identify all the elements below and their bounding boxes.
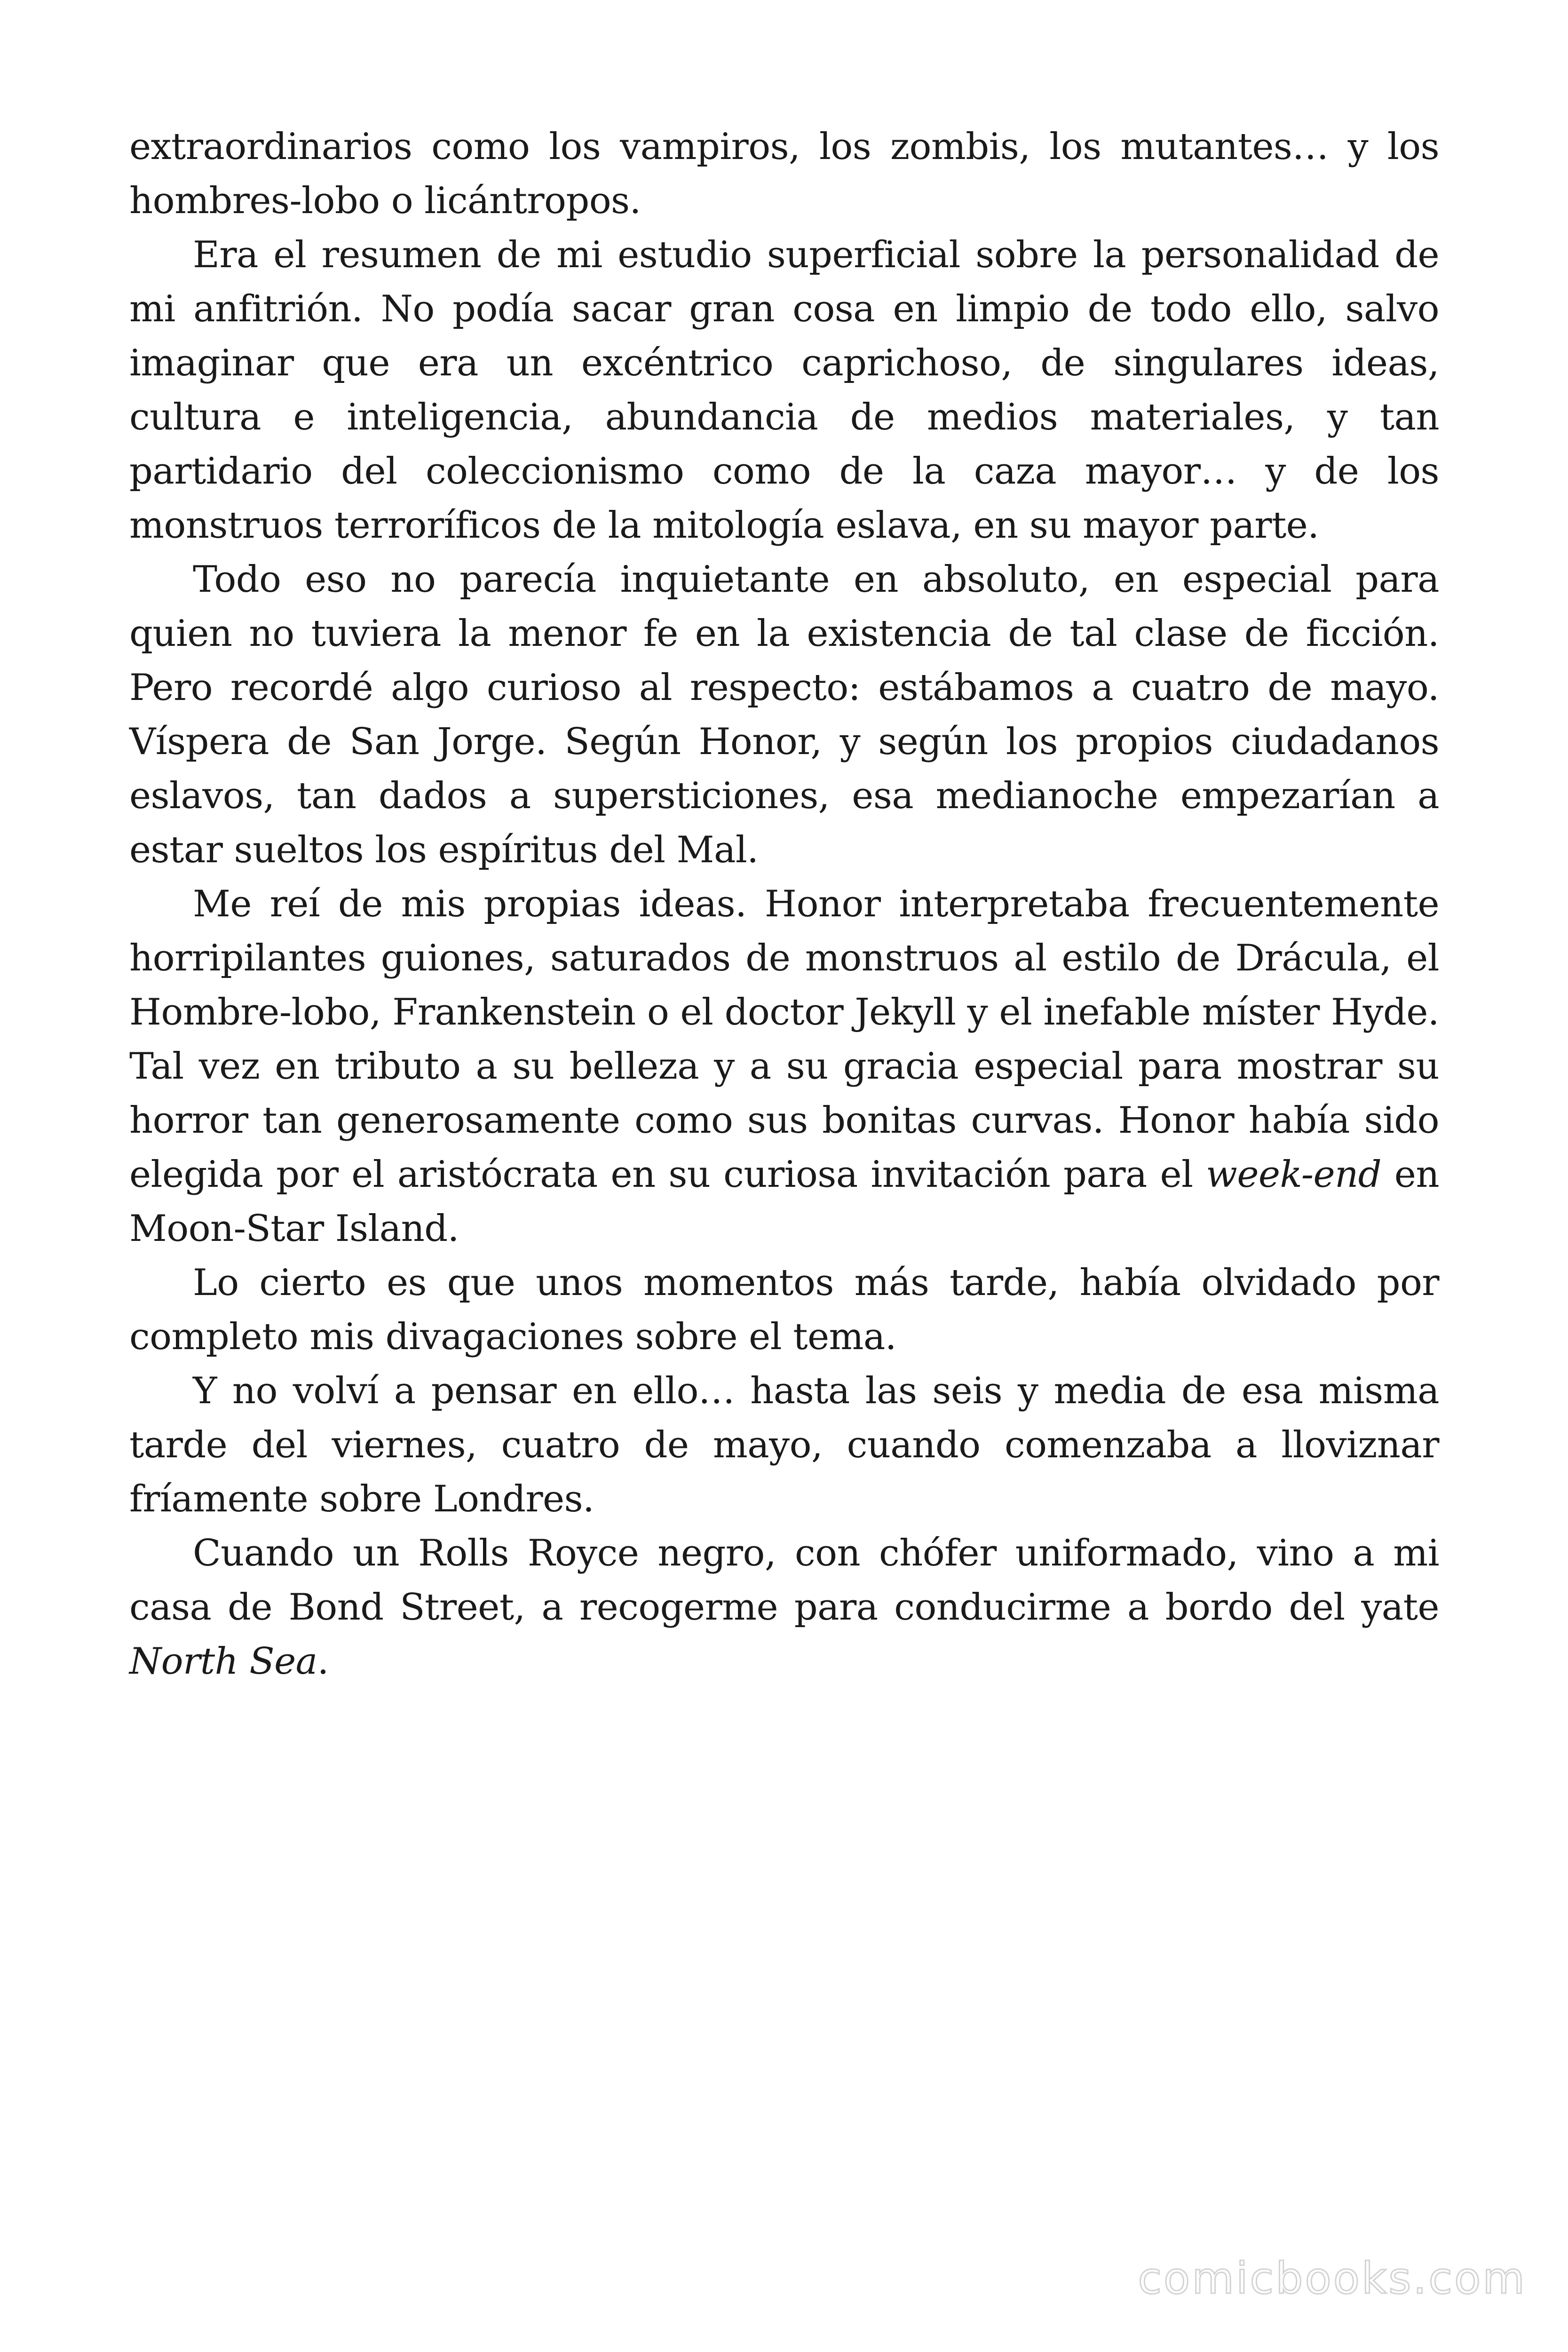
text-run: . (317, 1640, 329, 1683)
body-text (129, 120, 1439, 1689)
paragraph (129, 228, 1439, 553)
italic-text: week-end (1206, 1153, 1382, 1196)
paragraph (129, 1364, 1439, 1526)
paragraph (129, 1526, 1439, 1689)
text-run: Todo eso no parecía inquietante en absoluto, en especial para quien no tuviera la menor fe en la existencia de tal clase de ficción. Pero recordé algo curioso al respecto: estábamos a cuatro de mayo. Víspera de San Jorge. Según Honor, y según los propios ciudadanos eslavos, tan dados a supersticiones, esa medianoche empezarían a estar sueltos los espíritus del Mal. (129, 558, 1439, 871)
text-run: en Moon-Star Island. (129, 1153, 1439, 1250)
italic-text: North Sea (129, 1640, 317, 1683)
text-run: Lo cierto es que unos momentos más tarde, había olvidado por completo mis divagaciones sobre el tema. (129, 1262, 1439, 1358)
watermark: comicbooks.com (1138, 2253, 1527, 2304)
text-run: Y no volví a pensar en ello… hasta las seis y media de esa misma tarde del viernes, cuatro de mayo, cuando comenzaba a lloviznar fríamente sobre Londres. (129, 1370, 1439, 1520)
paragraph (129, 877, 1439, 1256)
paragraph (129, 553, 1439, 877)
text-run: Cuando un Rolls Royce negro, con chófer uniformado, vino a mi casa de Bond Street, a recogerme para conducirme a bordo del yate (129, 1532, 1439, 1629)
text-run: Era el resumen de mi estudio superficial sobre la personalidad de mi anfitrión. No podía sacar gran cosa en limpio de todo ello, salvo imaginar que era un excéntrico caprichoso, de singulares ideas, cultura e inteligencia, abundancia de medios materiales, y tan partidario del coleccionismo como de la caza mayor… y de los monstruos terroríficos de la mitología eslava, en su mayor parte. (129, 234, 1439, 547)
paragraph (129, 1256, 1439, 1364)
paragraph (129, 120, 1439, 228)
text-run: extraordinarios como los vampiros, los zombis, los mutantes… y los hombres-lobo o licántropos. (129, 126, 1439, 222)
text-run: Me reí de mis propias ideas. Honor interpretaba frecuentemente horripilantes guiones, saturados de monstruos al estilo de Drácula, el Hombre-lobo, Frankenstein o el doctor Jekyll y el inefable míster Hyde. Tal vez en tributo a su belleza y a su gracia especial para mostrar su horror tan generosamente como sus bonitas curvas. Honor había sido elegida por el aristócrata en su curiosa invitación para el (129, 883, 1439, 1196)
